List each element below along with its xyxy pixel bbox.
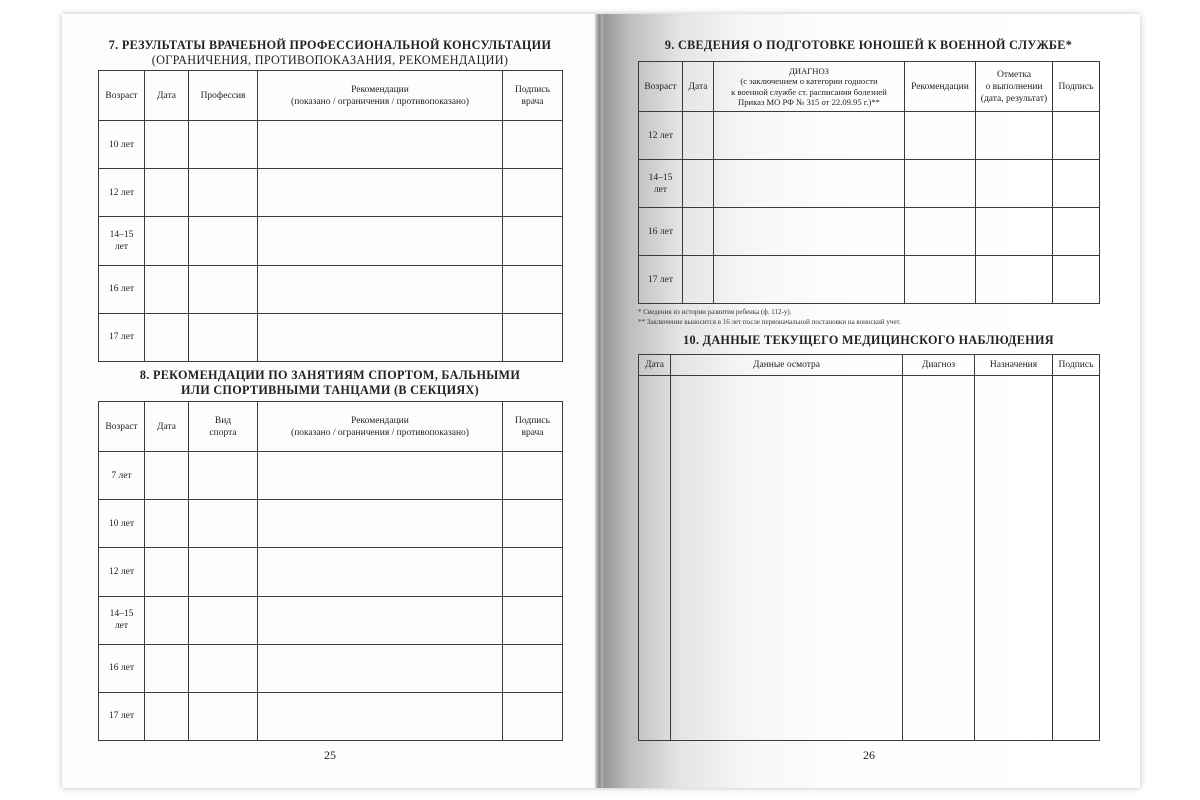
age-cell: 14–15 лет <box>639 160 683 208</box>
sport-cell[interactable] <box>189 692 258 740</box>
column-header: Дата <box>145 402 189 452</box>
date-cell[interactable] <box>683 256 714 304</box>
section-7-title: 7. РЕЗУЛЬТАТЫ ВРАЧЕБНОЙ ПРОФЕССИОНАЛЬНОЙ КОНСУЛЬТАЦИИ <box>108 38 552 52</box>
sport-cell[interactable] <box>189 644 258 692</box>
sport-cell[interactable] <box>189 596 258 644</box>
section-9-table <box>638 61 1100 304</box>
footnote-1: * Сведения из истории развития ребенка (ф. 112-у). <box>638 308 792 316</box>
column-header: Диагноз <box>903 355 975 376</box>
section-8-heading <box>98 368 562 398</box>
signature-cell[interactable] <box>503 692 563 740</box>
recommendation-cell[interactable] <box>905 160 976 208</box>
page-number-left: 25 <box>324 748 336 762</box>
diagnosis-cell[interactable] <box>714 160 905 208</box>
section-8-title-line1: 8. РЕКОМЕНДАЦИИ ПО ЗАНЯТИЯМ СПОРТОМ, БАЛЬНЫМИ <box>139 368 521 382</box>
recommendation-cell[interactable] <box>258 692 503 740</box>
column-header: Данные осмотра <box>671 355 903 376</box>
date-cell[interactable] <box>683 160 714 208</box>
table-header-row <box>99 402 563 452</box>
recommendation-cell[interactable] <box>258 452 503 500</box>
date-cell[interactable] <box>145 121 189 169</box>
column-header: Рекомендации (показано / ограничения / противопоказано) <box>258 402 503 452</box>
age-cell: 7 лет <box>99 452 145 500</box>
date-cell[interactable] <box>145 217 189 265</box>
age-cell: 17 лет <box>639 256 683 304</box>
section-8-table <box>98 401 563 741</box>
column-header: ДИАГНОЗ (с заключением о категории годности к военной службе ст. расписания болезней Приказ МО РФ № 315 от 22.09.95 г.)** <box>714 62 905 112</box>
age-cell: 17 лет <box>99 313 145 361</box>
profession-cell[interactable] <box>189 313 258 361</box>
table-row <box>99 644 563 692</box>
age-cell: 16 лет <box>99 644 145 692</box>
section-7-subtitle: (ОГРАНИЧЕНИЯ, ПРОТИВОПОКАЗАНИЯ, РЕКОМЕНДАЦИИ) <box>151 53 509 67</box>
column-header: Подпись врача <box>503 71 563 121</box>
age-cell: 14–15 лет <box>99 217 145 265</box>
signature-cell[interactable] <box>1053 208 1100 256</box>
completion-cell[interactable] <box>976 112 1053 160</box>
recommendation-cell[interactable] <box>258 313 503 361</box>
column-header: Дата <box>639 355 671 376</box>
age-cell: 12 лет <box>99 548 145 596</box>
section-10-title: 10. ДАННЫЕ ТЕКУЩЕГО МЕДИЦИНСКОГО НАБЛЮДЕНИЯ <box>683 333 1054 347</box>
profession-cell[interactable] <box>189 121 258 169</box>
table-row <box>99 121 563 169</box>
profession-cell[interactable] <box>189 217 258 265</box>
section-7-heading <box>98 38 562 68</box>
age-cell: 12 лет <box>639 112 683 160</box>
sport-cell[interactable] <box>189 452 258 500</box>
column-header: Возраст <box>99 71 145 121</box>
date-cell[interactable] <box>145 644 189 692</box>
signature-cell[interactable] <box>503 452 563 500</box>
date-cell[interactable] <box>145 313 189 361</box>
exam-data-cell[interactable] <box>671 376 903 741</box>
section-8-title-line2: ИЛИ СПОРТИВНЫМИ ТАНЦАМИ (В СЕКЦИЯХ) <box>181 383 479 397</box>
table-row <box>99 596 563 644</box>
diagnosis-cell[interactable] <box>714 256 905 304</box>
completion-cell[interactable] <box>976 256 1053 304</box>
table-row <box>639 208 1100 256</box>
table-row <box>639 112 1100 160</box>
recommendation-cell[interactable] <box>258 548 503 596</box>
column-header: Дата <box>145 71 189 121</box>
diagnosis-cell[interactable] <box>714 208 905 256</box>
date-cell[interactable] <box>683 208 714 256</box>
recommendation-cell[interactable] <box>258 169 503 217</box>
completion-cell[interactable] <box>976 160 1053 208</box>
age-cell: 16 лет <box>99 265 145 313</box>
column-header: Профессия <box>189 71 258 121</box>
table-row <box>99 452 563 500</box>
table-row <box>99 265 563 313</box>
table-row <box>99 692 563 740</box>
column-header: Рекомендации <box>905 62 976 112</box>
section-10-table <box>638 354 1100 741</box>
date-cell[interactable] <box>145 500 189 548</box>
column-header: Рекомендации (показано / ограничения / противопоказано) <box>258 71 503 121</box>
table-row <box>639 376 1100 741</box>
table-row <box>639 160 1100 208</box>
signature-cell[interactable] <box>1053 160 1100 208</box>
signature-cell[interactable] <box>503 644 563 692</box>
date-cell[interactable] <box>145 169 189 217</box>
diagnosis-cell[interactable] <box>903 376 975 741</box>
age-cell: 14–15 лет <box>99 596 145 644</box>
date-cell[interactable] <box>683 112 714 160</box>
recommendation-cell[interactable] <box>258 121 503 169</box>
age-cell: 10 лет <box>99 500 145 548</box>
table-row <box>99 217 563 265</box>
page-number-right: 26 <box>863 748 875 762</box>
signature-cell[interactable] <box>503 217 563 265</box>
table-header-row <box>99 71 563 121</box>
column-header: Вид спорта <box>189 402 258 452</box>
table-row <box>639 256 1100 304</box>
date-cell[interactable] <box>145 692 189 740</box>
column-header: Подпись врача <box>503 402 563 452</box>
table-row <box>99 548 563 596</box>
column-header: Отметка о выполнении (дата, результат) <box>976 62 1053 112</box>
signature-cell[interactable] <box>503 313 563 361</box>
date-cell[interactable] <box>145 548 189 596</box>
table-header-row <box>639 355 1100 376</box>
signature-cell[interactable] <box>503 265 563 313</box>
signature-cell[interactable] <box>503 121 563 169</box>
column-header: Дата <box>683 62 714 112</box>
sport-cell[interactable] <box>189 500 258 548</box>
recommendation-cell[interactable] <box>258 265 503 313</box>
table-row <box>99 500 563 548</box>
recommendation-cell[interactable] <box>905 256 976 304</box>
recommendation-cell[interactable] <box>258 596 503 644</box>
signature-cell[interactable] <box>1053 256 1100 304</box>
column-header: Возраст <box>639 62 683 112</box>
table-row <box>99 313 563 361</box>
age-cell: 12 лет <box>99 169 145 217</box>
age-cell: 17 лет <box>99 692 145 740</box>
date-cell[interactable] <box>145 452 189 500</box>
prescription-cell[interactable] <box>975 376 1053 741</box>
column-header: Подпись <box>1053 355 1100 376</box>
completion-cell[interactable] <box>976 208 1053 256</box>
date-cell[interactable] <box>639 376 671 741</box>
recommendation-cell[interactable] <box>905 208 976 256</box>
profession-cell[interactable] <box>189 265 258 313</box>
profession-cell[interactable] <box>189 169 258 217</box>
table-row <box>99 169 563 217</box>
recommendation-cell[interactable] <box>258 500 503 548</box>
age-cell: 16 лет <box>639 208 683 256</box>
recommendation-cell[interactable] <box>905 112 976 160</box>
page-fold <box>595 14 603 788</box>
signature-cell[interactable] <box>503 596 563 644</box>
signature-cell[interactable] <box>503 548 563 596</box>
column-header: Возраст <box>99 402 145 452</box>
date-cell[interactable] <box>145 265 189 313</box>
column-header: Назначения <box>975 355 1053 376</box>
section-9-title: 9. СВЕДЕНИЯ О ПОДГОТОВКЕ ЮНОШЕЙ К ВОЕННОЙ СЛУЖБЕ* <box>664 38 1073 52</box>
signature-cell[interactable] <box>1053 112 1100 160</box>
footnote-2: ** Заключение выносится в 16 лет после первоначальной постановки на воинский учет. <box>638 318 901 326</box>
recommendation-cell[interactable] <box>258 217 503 265</box>
signature-cell[interactable] <box>503 500 563 548</box>
diagnosis-cell[interactable] <box>714 112 905 160</box>
recommendation-cell[interactable] <box>258 644 503 692</box>
age-cell: 10 лет <box>99 121 145 169</box>
signature-cell[interactable] <box>1053 376 1100 741</box>
date-cell[interactable] <box>145 596 189 644</box>
section-7-table <box>98 70 563 362</box>
sport-cell[interactable] <box>189 548 258 596</box>
table-header-row <box>639 62 1100 112</box>
column-header: Подпись <box>1053 62 1100 112</box>
signature-cell[interactable] <box>503 169 563 217</box>
